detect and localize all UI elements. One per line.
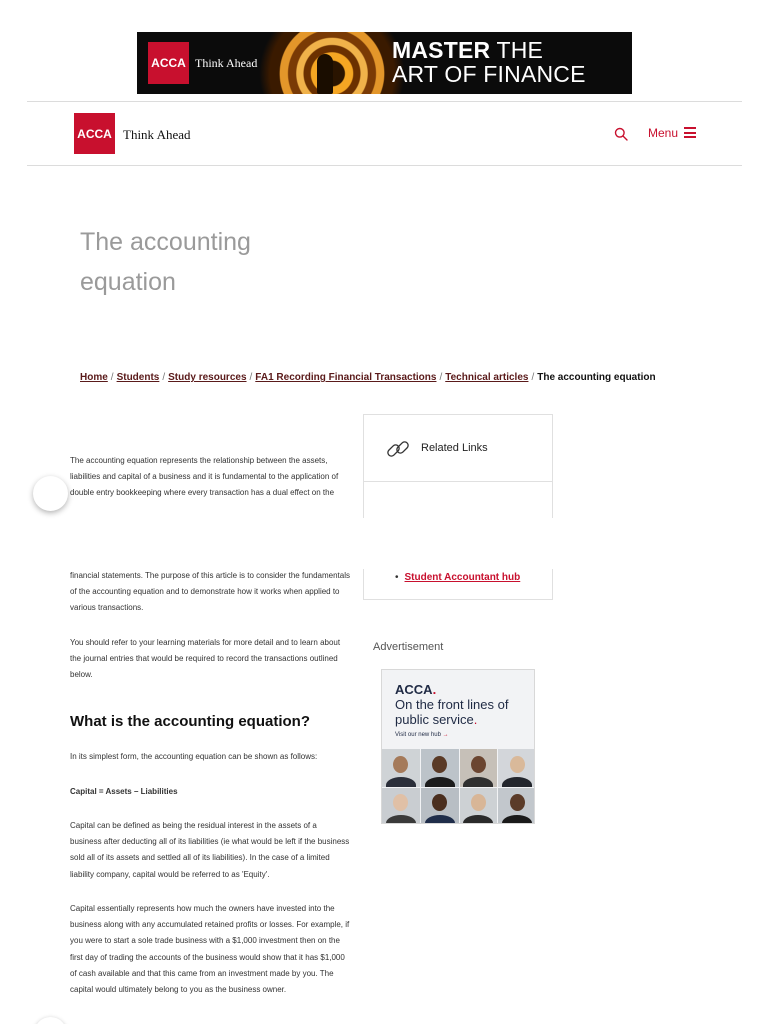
side-ad-brand: ACCA. (395, 682, 437, 697)
side-ad-visit-link[interactable]: Visit our new hub → (395, 732, 449, 738)
article-paragraph-capital-def: Capital can be defined as being the residual interest in the assets of a business after deducting all of its liabilities (ie what would be left if the business sold all of its assets and settled all of its liabilities). In the case of a limited liability company, capital would be referred to as 'Equity'. (70, 821, 350, 879)
portrait-photo (421, 788, 459, 825)
article-paragraph-capital-owners: Capital essentially represents how much the owners have invested into the business along with any accumulated retained profits or losses. For example, if you were to start a sole trade business with a $1,000 investment then on the first day of trading the accounts of the business would show that it has $1,000 of cash available and that this came from an investment made by you. The capital would ultimately belong to you as the business owner. (70, 904, 350, 995)
accounting-equation: Capital = Assets – Liabilities (70, 787, 178, 796)
site-logo[interactable]: ACCA (74, 113, 115, 154)
portrait-photo (460, 788, 498, 825)
search-icon[interactable] (614, 127, 628, 141)
breadcrumb-study-resources[interactable]: Study resources (168, 372, 247, 383)
article-paragraph-learning: You should refer to your learning materials for more detail and to learn about the journal entries that would be required to record the transactions outlined below. (70, 638, 341, 680)
ad-think-ahead: Think Ahead (195, 56, 258, 70)
portrait-photo (382, 749, 420, 787)
floating-action-button-secondary[interactable] (34, 1017, 67, 1024)
article-paragraph-simplest: In its simplest form, the accounting equation can be shown as follows: (70, 752, 318, 761)
hamburger-icon[interactable] (684, 127, 696, 138)
header-bottom-divider (27, 165, 742, 166)
breadcrumb-technical-articles[interactable]: Technical articles (445, 372, 529, 383)
page-title: The accounting equation (80, 228, 251, 296)
article-paragraph-intro-cont: financial statements. The purpose of this article is to consider the fundamentals of the accounting equation and to demonstrate how it works when applied to various transactions. (70, 571, 351, 613)
related-link-item (395, 572, 520, 583)
breadcrumb-current: The accounting equation (537, 372, 656, 383)
ad-headline-bold: MASTER (392, 37, 491, 63)
portrait-photo (382, 788, 420, 825)
related-links-header (364, 415, 552, 482)
ad-acca-logo: ACCA (148, 42, 189, 84)
ad-figure-graphic (317, 54, 333, 94)
advertisement-label: Advertisement (373, 641, 444, 653)
article-paragraph-intro: The accounting equation represents the relationship between the assets, liabilities and capital of a business and it is fundamental to the application of double entry bookkeeping where every transaction has a dual effect on the (70, 456, 339, 498)
header-top-divider (27, 101, 742, 102)
side-ad-tagline: On the front lines of public service. (395, 697, 509, 727)
portrait-photo (498, 788, 535, 825)
page-seam (0, 518, 768, 569)
portrait-photo (460, 749, 498, 787)
ad-headline (392, 38, 586, 86)
side-advertisement[interactable] (381, 669, 535, 824)
portrait-photo (498, 749, 535, 787)
site-tagline[interactable]: Think Ahead (123, 127, 191, 142)
breadcrumb-fa1[interactable]: FA1 Recording Financial Transactions (255, 372, 437, 383)
ad-headline-line2: ART OF FINANCE (392, 61, 586, 87)
menu-button[interactable]: Menu (648, 126, 679, 140)
related-links-label: Related Links (421, 442, 488, 454)
breadcrumb-students[interactable]: Students (116, 372, 160, 383)
breadcrumb-home[interactable]: Home (80, 372, 108, 383)
portrait-photo (421, 749, 459, 787)
breadcrumb: Home / Students / Study resources / FA1 Recording Financial Transactions / Technical articles / The accounting equation (80, 372, 656, 383)
floating-action-button[interactable] (33, 476, 68, 511)
ad-headline-rest: THE (490, 37, 544, 63)
bullet: • (395, 572, 399, 583)
related-link-student-accountant-hub[interactable]: Student Accountant hub (404, 572, 521, 583)
top-ad-banner[interactable] (137, 32, 632, 94)
section-heading: What is the accounting equation? (70, 713, 310, 730)
link-icon (384, 435, 412, 463)
side-ad-photo-grid (382, 749, 535, 824)
